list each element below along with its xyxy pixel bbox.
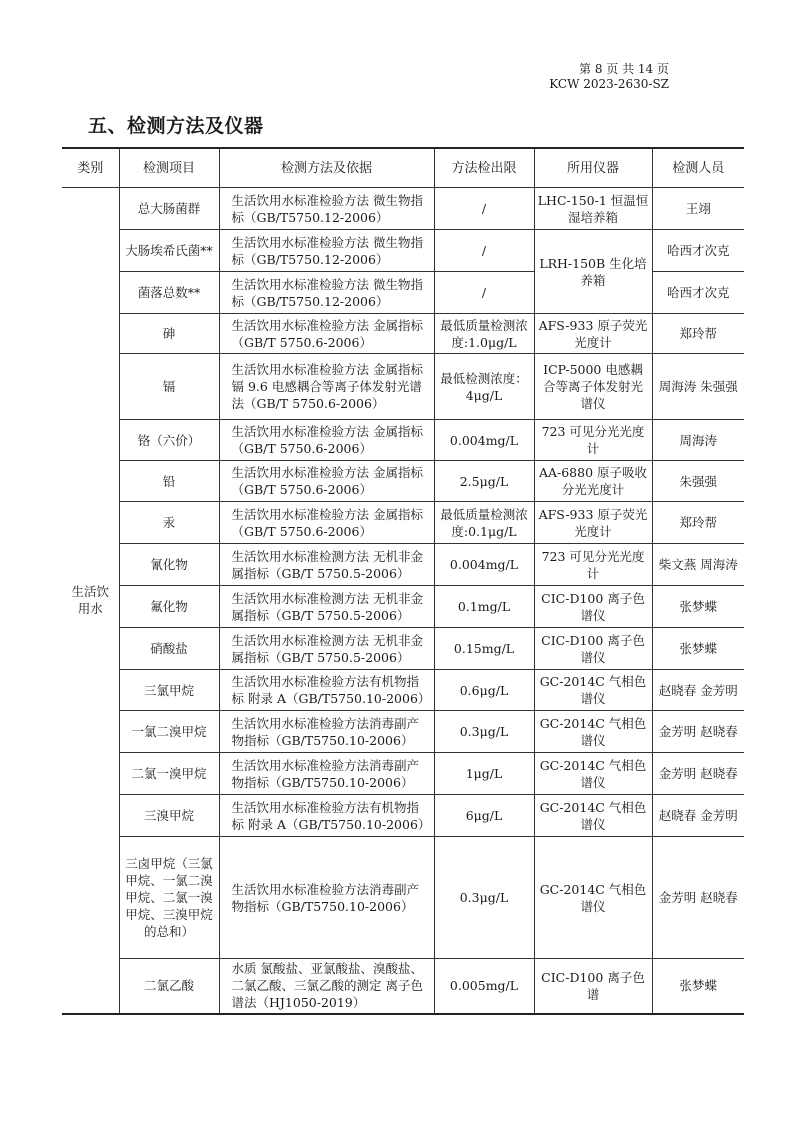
table-row [62, 586, 744, 628]
page-header [549, 62, 669, 92]
staff-cell: 哈西才次克 [652, 272, 744, 314]
limit-cell: 最低质量检测浓度:0.1μg/L [434, 502, 534, 544]
table-header-row [62, 148, 744, 188]
staff-cell: 赵晓春 金芳明 [652, 795, 744, 837]
limit-cell: 2.5μg/L [434, 461, 534, 502]
limit-cell: 最低质量检测浓度:1.0μg/L [434, 314, 534, 354]
item-cell: 硝酸盐 [119, 628, 219, 670]
limit-cell: 0.3μg/L [434, 837, 534, 959]
staff-cell: 张梦蝶 [652, 628, 744, 670]
method-cell: 生活饮用水标准检验方法消毒副产物指标（GB/T5750.10-2006） [219, 711, 434, 753]
limit-cell: 0.1mg/L [434, 586, 534, 628]
table-row [62, 230, 744, 272]
limit-cell: / [434, 188, 534, 230]
method-cell: 水质 氯酸盐、亚氯酸盐、溴酸盐、二氯乙酸、三氯乙酸的测定 离子色谱法（HJ1050-2019） [219, 959, 434, 1014]
limit-cell: 0.6μg/L [434, 670, 534, 711]
instrument-cell: 723 可见分光光度计 [534, 420, 652, 461]
limit-cell: 最低检测浓度：4μg/L [434, 354, 534, 420]
method-cell: 生活饮用水标准检验方法消毒副产物指标（GB/T5750.10-2006） [219, 837, 434, 959]
table-row [62, 795, 744, 837]
limit-cell: 0.3μg/L [434, 711, 534, 753]
method-cell: 生活饮用水标准检测方法 无机非金属指标（GB/T 5750.5-2006） [219, 628, 434, 670]
instrument-cell: CIC-D100 离子色谱仪 [534, 586, 652, 628]
item-cell: 大肠埃希氏菌** [119, 230, 219, 272]
staff-cell: 金芳明 赵晓春 [652, 837, 744, 959]
method-cell: 生活饮用水标准检验方法有机物指标 附录 A（GB/T5750.10-2006） [219, 670, 434, 711]
item-cell: 汞 [119, 502, 219, 544]
staff-cell: 张梦蝶 [652, 959, 744, 1014]
table-row [62, 314, 744, 354]
col-instrument: 所用仪器 [534, 148, 652, 188]
method-cell: 生活饮用水标准检验方法有机物指标 附录 A（GB/T5750.10-2006） [219, 795, 434, 837]
method-cell: 生活饮用水标准检验方法 金属指标（GB/T 5750.6-2006） [219, 502, 434, 544]
category-cell: 生活饮用水 [62, 188, 119, 1014]
staff-cell: 王翊 [652, 188, 744, 230]
item-cell: 砷 [119, 314, 219, 354]
table-row [62, 959, 744, 1014]
instrument-cell: AA-6880 原子吸收分光光度计 [534, 461, 652, 502]
table-row [62, 188, 744, 230]
staff-cell: 周海涛 [652, 420, 744, 461]
item-cell: 菌落总数** [119, 272, 219, 314]
staff-cell: 金芳明 赵晓春 [652, 711, 744, 753]
method-cell: 生活饮用水标准检验方法 微生物指标（GB/T5750.12-2006） [219, 188, 434, 230]
staff-cell: 柴文燕 周海涛 [652, 544, 744, 586]
methods-table [62, 147, 744, 1015]
item-cell: 铬（六价） [119, 420, 219, 461]
instrument-cell: GC-2014C 气相色谱仪 [534, 753, 652, 795]
limit-cell: / [434, 230, 534, 272]
item-cell: 镉 [119, 354, 219, 420]
staff-cell: 张梦蝶 [652, 586, 744, 628]
item-cell: 二氯乙酸 [119, 959, 219, 1014]
instrument-cell: GC-2014C 气相色谱仪 [534, 837, 652, 959]
item-cell: 三卤甲烷（三氯甲烷、一氯二溴甲烷、二氯一溴甲烷、三溴甲烷的总和） [119, 837, 219, 959]
table-row [62, 753, 744, 795]
limit-cell: 0.004mg/L [434, 420, 534, 461]
col-item: 检测项目 [119, 148, 219, 188]
item-cell: 一氯二溴甲烷 [119, 711, 219, 753]
table-row [62, 544, 744, 586]
table-row [62, 837, 744, 959]
staff-cell: 金芳明 赵晓春 [652, 753, 744, 795]
method-cell: 生活饮用水标准检验方法 金属指标（GB/T 5750.6-2006） [219, 461, 434, 502]
page-number: 第 8 页 共 14 页 [579, 62, 669, 76]
limit-cell: / [434, 272, 534, 314]
instrument-cell: 723 可见分光光度计 [534, 544, 652, 586]
table-row [62, 420, 744, 461]
table-row [62, 461, 744, 502]
method-cell: 生活饮用水标准检验方法 微生物指标（GB/T5750.12-2006） [219, 230, 434, 272]
limit-cell: 1μg/L [434, 753, 534, 795]
method-cell: 生活饮用水标准检测方法 无机非金属指标（GB/T 5750.5-2006） [219, 544, 434, 586]
instrument-cell: CIC-D100 离子色谱仪 [534, 628, 652, 670]
method-cell: 生活饮用水标准检测方法 无机非金属指标（GB/T 5750.5-2006） [219, 586, 434, 628]
method-cell: 生活饮用水标准检验方法 金属指标（GB/T 5750.6-2006） [219, 314, 434, 354]
table-row [62, 354, 744, 420]
table-row [62, 670, 744, 711]
item-cell: 二氯一溴甲烷 [119, 753, 219, 795]
instrument-cell: AFS-933 原子荧光光度计 [534, 314, 652, 354]
staff-cell: 朱强强 [652, 461, 744, 502]
table-row [62, 502, 744, 544]
col-method: 检测方法及依据 [219, 148, 434, 188]
table-row [62, 628, 744, 670]
method-cell: 生活饮用水标准检验方法 金属指标 镉 9.6 电感耦合等离子体发射光谱法（GB/T 5750.6-2006） [219, 354, 434, 420]
limit-cell: 0.004mg/L [434, 544, 534, 586]
table-row [62, 711, 744, 753]
limit-cell: 0.005mg/L [434, 959, 534, 1014]
staff-cell: 郑玲帮 [652, 314, 744, 354]
staff-cell: 哈西才次克 [652, 230, 744, 272]
item-cell: 氟化物 [119, 586, 219, 628]
instrument-cell: GC-2014C 气相色谱仪 [534, 711, 652, 753]
limit-cell: 6μg/L [434, 795, 534, 837]
limit-cell: 0.15mg/L [434, 628, 534, 670]
col-category: 类别 [62, 148, 119, 188]
instrument-cell: AFS-933 原子荧光光度计 [534, 502, 652, 544]
method-cell: 生活饮用水标准检验方法 金属指标（GB/T 5750.6-2006） [219, 420, 434, 461]
instrument-cell: LHC-150-1 恒温恒湿培养箱 [534, 188, 652, 230]
item-cell: 氰化物 [119, 544, 219, 586]
item-cell: 铅 [119, 461, 219, 502]
report-code: KCW 2023-2630-SZ [549, 77, 669, 91]
staff-cell: 郑玲帮 [652, 502, 744, 544]
method-cell: 生活饮用水标准检验方法消毒副产物指标（GB/T5750.10-2006） [219, 753, 434, 795]
instrument-cell: GC-2014C 气相色谱仪 [534, 670, 652, 711]
instrument-cell: CIC-D100 离子色谱 [534, 959, 652, 1014]
instrument-cell: ICP-5000 电感耦合等离子体发射光谱仪 [534, 354, 652, 420]
instrument-cell: LRH-150B 生化培养箱 [534, 230, 652, 314]
staff-cell: 周海涛 朱强强 [652, 354, 744, 420]
col-staff: 检测人员 [652, 148, 744, 188]
staff-cell: 赵晓春 金芳明 [652, 670, 744, 711]
col-limit: 方法检出限 [434, 148, 534, 188]
item-cell: 三溴甲烷 [119, 795, 219, 837]
section-title: 五、检测方法及仪器 [88, 115, 264, 137]
item-cell: 总大肠菌群 [119, 188, 219, 230]
instrument-cell: GC-2014C 气相色谱仪 [534, 795, 652, 837]
item-cell: 三氯甲烷 [119, 670, 219, 711]
method-cell: 生活饮用水标准检验方法 微生物指标（GB/T5750.12-2006） [219, 272, 434, 314]
